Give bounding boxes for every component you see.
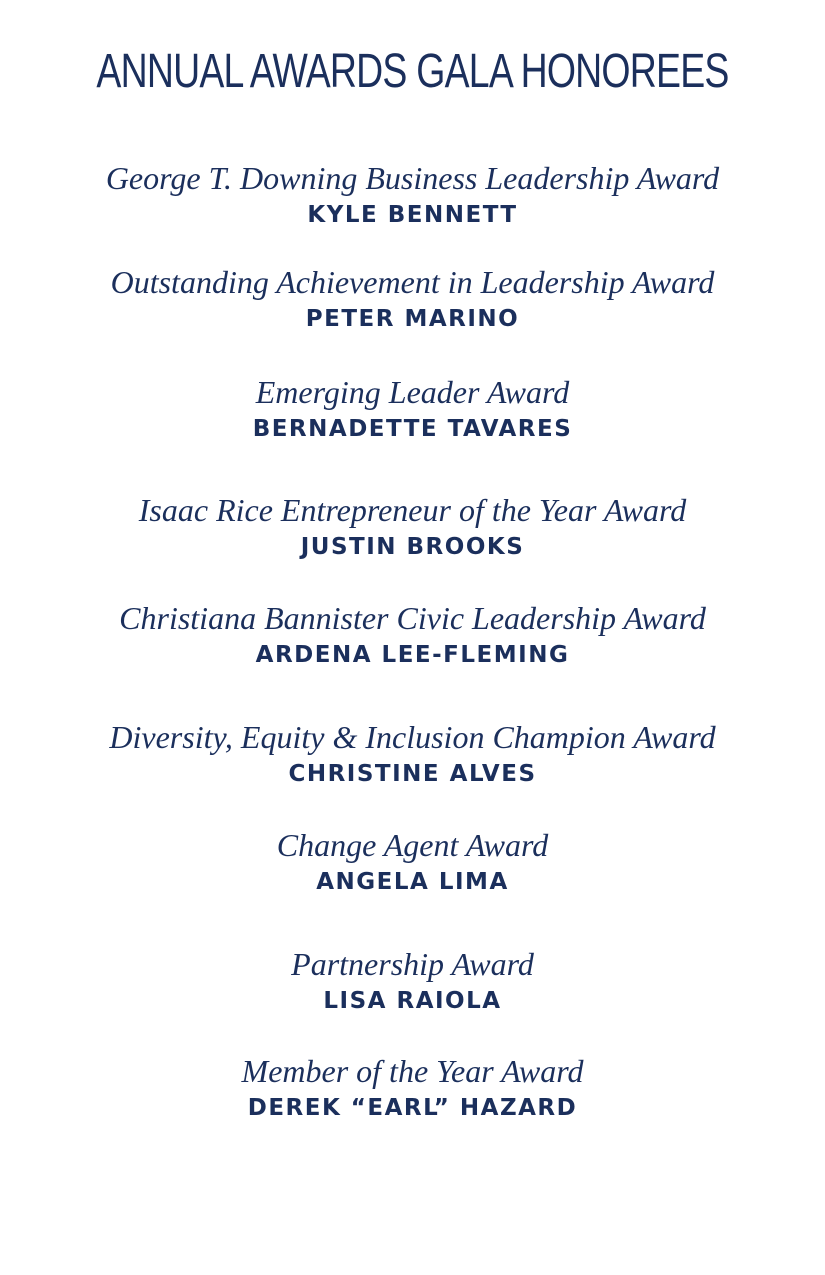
honoree-entry — [0, 825, 825, 899]
honoree-entry — [0, 1051, 825, 1125]
honoree-entry — [0, 490, 825, 564]
honoree-entry — [0, 944, 825, 1018]
page-title: ANNUAL AWARDS GALA HONOREES — [96, 45, 729, 98]
award-title: Outstanding Achievement in Leadership Award — [110, 264, 715, 300]
honoree-name: PETER MARINO — [305, 306, 520, 332]
honoree-name: LISA RAIOLA — [323, 988, 502, 1014]
award-title: Partnership Award — [291, 946, 534, 982]
honoree-entry — [0, 158, 825, 232]
honoree-name: DEREK “EARL” HAZARD — [247, 1095, 578, 1121]
honoree-entry — [0, 372, 825, 446]
honoree-name: JUSTIN BROOKS — [300, 534, 525, 560]
award-title: Emerging Leader Award — [255, 374, 570, 410]
award-title: Change Agent Award — [276, 827, 549, 863]
award-title: Christiana Bannister Civic Leadership Award — [119, 600, 706, 636]
award-title: George T. Downing Business Leadership Award — [105, 160, 720, 196]
honoree-entry — [0, 598, 825, 672]
award-title: Member of the Year Award — [241, 1053, 584, 1089]
award-title: Diversity, Equity & Inclusion Champion Award — [109, 719, 716, 755]
honoree-name: CHRISTINE ALVES — [288, 761, 537, 787]
honoree-name: ANGELA LIMA — [316, 869, 509, 895]
honoree-entry — [0, 262, 825, 336]
honoree-entry — [0, 717, 825, 791]
honoree-name: KYLE BENNETT — [307, 202, 518, 228]
honoree-name: ARDENA LEE-FLEMING — [255, 642, 570, 668]
honoree-name: BERNADETTE TAVARES — [252, 416, 573, 442]
award-title: Isaac Rice Entrepreneur of the Year Award — [138, 492, 687, 528]
